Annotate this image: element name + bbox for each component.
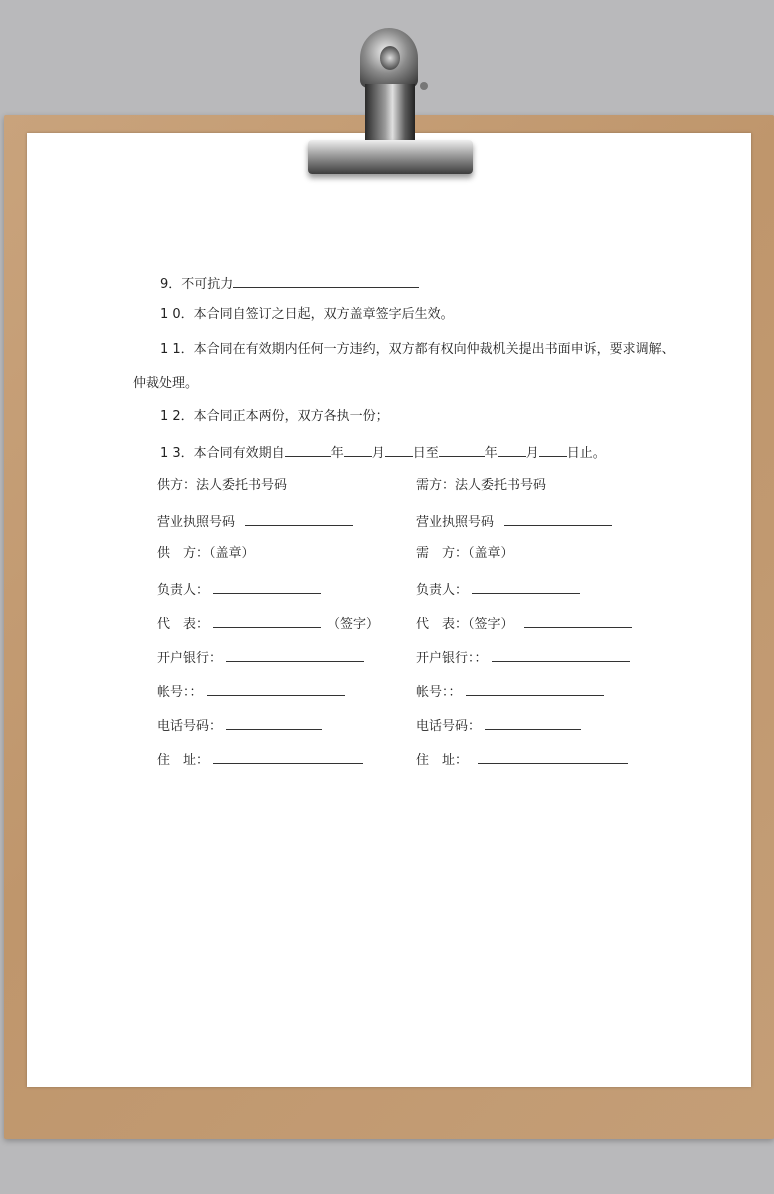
- buyer-phone-label: 电话号码：: [416, 719, 482, 734]
- supplier-account-label: 帐号：：: [157, 685, 203, 700]
- clause-13: [160, 443, 606, 462]
- buyer-address: [416, 750, 628, 769]
- supplier-address-label: 住 址：: [157, 753, 210, 768]
- buyer-license-field[interactable]: [504, 512, 612, 526]
- buyer-phone-field[interactable]: [485, 716, 581, 730]
- buyer-bank-label: 开户银行：：: [416, 651, 488, 666]
- buyer-manager: [416, 580, 580, 599]
- supplier-auth: 供方：法人委托书号码: [157, 478, 288, 493]
- buyer-license-label: 营业执照号码: [416, 515, 495, 530]
- supplier-bank-label: 开户银行：: [157, 651, 223, 666]
- buyer-address-label: 住 址：: [416, 753, 469, 768]
- buyer-account-label: 帐号：：: [416, 685, 462, 700]
- supplier-address: [157, 750, 363, 769]
- blank-line: [498, 443, 526, 457]
- buyer-account-field[interactable]: [466, 682, 604, 696]
- blank-line: [385, 443, 413, 457]
- supplier-manager: [157, 580, 321, 599]
- clause-11-line2: 仲裁处理。: [133, 376, 199, 391]
- supplier-phone-label: 电话号码：: [157, 719, 223, 734]
- blank-line: [285, 443, 331, 457]
- supplier-seal: 供 方：（盖章）: [157, 546, 255, 561]
- clause-13-prefix: 1 3．本合同有效期自: [160, 446, 285, 461]
- buyer-rep: [416, 614, 632, 633]
- blank-line: [439, 443, 485, 457]
- supplier-manager-label: 负责人：: [157, 583, 210, 598]
- supplier-account-field[interactable]: [207, 682, 345, 696]
- buyer-license: [416, 512, 612, 531]
- clause-13-year2: 年: [484, 446, 498, 461]
- buyer-auth: 需方：法人委托书号码: [416, 478, 547, 493]
- clause-13-year: 年: [330, 446, 344, 461]
- clause-11-line1: 1 1．本合同在有效期内任何一方违约，双方都有权向仲裁机关提出书面申诉，要求调解、: [160, 342, 675, 357]
- clause-9-text: 9．不可抗力: [160, 277, 234, 292]
- supplier-sign-label: （签字）: [327, 617, 380, 632]
- blank-line: [344, 443, 372, 457]
- buyer-manager-label: 负责人：: [416, 583, 469, 598]
- buyer-bank: [416, 648, 630, 667]
- supplier-rep-field[interactable]: [213, 614, 321, 628]
- buyer-phone: [416, 716, 581, 735]
- buyer-account: [416, 682, 604, 701]
- clause-10: 1 0．本合同自签订之日起，双方盖章签字后生效。: [160, 307, 454, 322]
- buyer-seal: 需 方：（盖章）: [416, 546, 514, 561]
- clause-9: [160, 274, 419, 293]
- supplier-address-field[interactable]: [213, 750, 363, 764]
- buyer-manager-field[interactable]: [472, 580, 580, 594]
- supplier-rep-label: 代 表：: [157, 617, 210, 632]
- clause-13-end: 日止。: [566, 446, 606, 461]
- supplier-license: [157, 512, 353, 531]
- supplier-account: [157, 682, 345, 701]
- clause-13-month2: 月: [525, 446, 539, 461]
- supplier-license-field[interactable]: [245, 512, 353, 526]
- supplier-manager-field[interactable]: [213, 580, 321, 594]
- buyer-bank-field[interactable]: [492, 648, 630, 662]
- clause-13-month: 月: [371, 446, 385, 461]
- binder-clip-icon: [300, 22, 480, 182]
- supplier-phone: [157, 716, 322, 735]
- supplier-bank-field[interactable]: [226, 648, 364, 662]
- buyer-rep-field[interactable]: [524, 614, 632, 628]
- supplier-bank: [157, 648, 364, 667]
- blank-line: [233, 274, 419, 288]
- blank-line: [539, 443, 567, 457]
- supplier-rep: [157, 614, 379, 633]
- buyer-address-field[interactable]: [478, 750, 628, 764]
- supplier-license-label: 营业执照号码: [157, 515, 236, 530]
- supplier-phone-field[interactable]: [226, 716, 322, 730]
- buyer-rep-label: 代 表：（签字）: [416, 617, 514, 632]
- clause-12: 1 2．本合同正本两份，双方各执一份；: [160, 409, 389, 424]
- clause-13-day-to: 日至: [412, 446, 439, 461]
